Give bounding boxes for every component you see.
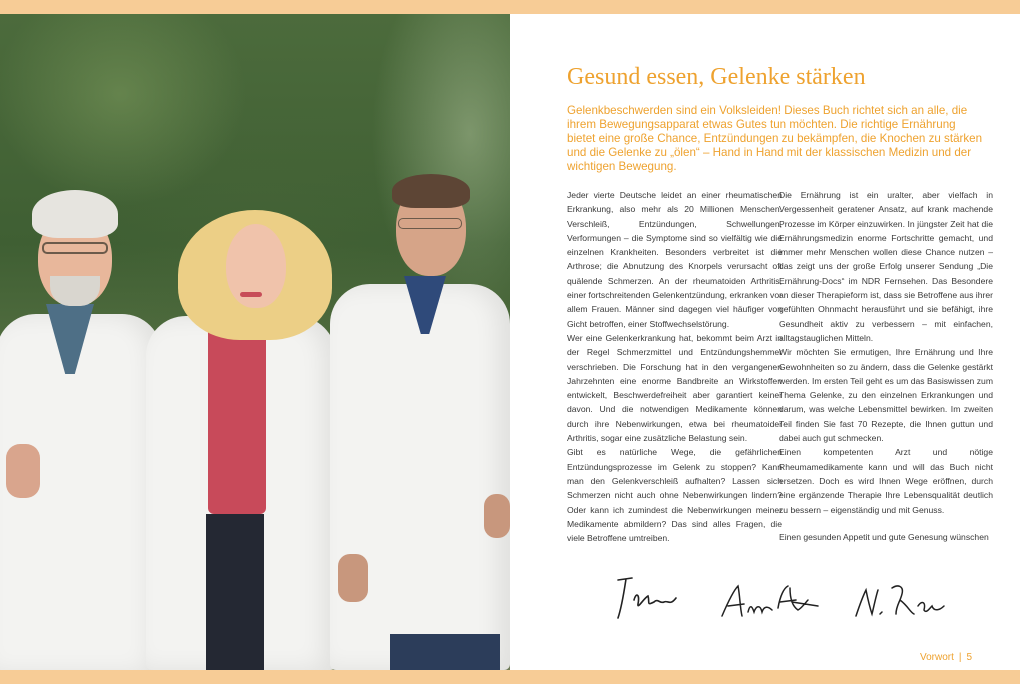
page-title: Gesund essen, Gelenke stärken xyxy=(567,64,866,90)
closing-line: Einen gesunden Appetit und gute Genesung wünschen xyxy=(779,531,989,542)
page-number: 5 xyxy=(966,652,973,663)
footer-separator: | xyxy=(958,652,962,663)
body-column-right xyxy=(779,188,993,544)
signature-2 xyxy=(718,572,822,628)
text-page xyxy=(510,14,1020,670)
body-paragraph: Wir möchten Sie ermutigen, Ihre Ernährung und Ihre Gewohnheiten so zu ändern, dass die Gelenke gestärkt werden. Im ersten Teil geht es um das Basiswissen zum Thema Gelenke, zu den einzelnen Erkrankungen und darum, was welche Lebensmittel bewirken. Im zweiten Teil finden Sie fast 70 Rezepte, die Ihnen guttun und dabei auch gut schmecken. xyxy=(779,347,993,444)
bottom-color-band xyxy=(0,670,1020,684)
body-paragraph: Wer eine Gelenkerkrankung hat, bekommt beim Arzt in der Regel Schmerzmittel und Entzündungshemmer verschrieben. Die Forschung hat in den vergangenen Jahrzehnten eine enorme Bandbreite an Wirkstoffen entwickelt, Beschwerdefreiheit aber garantiert keiner davon. Und die notwendigen Medikamente können durch ihre Nebenwirkungen, etwa bei rheumatoider Arthritis, sogar eine zusätzliche Belastung sein. xyxy=(567,332,782,444)
top-color-band xyxy=(0,0,1020,14)
doctors-photo xyxy=(0,14,510,670)
body-paragraph: Jeder vierte Deutsche leidet an einer rheumatischen Erkrankung, also mehr als 20 Millionen Menschen. Verschleiß, Entzündungen, Schwellungen, Verformungen – die Symptome sind so vielfältig wie die einzelnen Krankheiten. Besonders verbreitet ist die Arthrose; die Abnutzung des Knorpels verursacht oft quälende Schmerzen. An der rheumatoiden Arthritis, einer fortschreitenden Gelenkentzündung, erkranken vor allem Frauen. Männer sind dagegen viel häufiger von Gicht betroffen, einer Stoffwechselstörung. xyxy=(567,190,782,329)
body-paragraph: Gibt es natürliche Wege, die gefährlichen Entzündungsprozesse im Gelenk zu stoppen? Kann man den Gelenkverschleiß aufhalten? Lassen sich Schmerzen nicht auch ohne Nebenwirkungen lindern? Oder kann ich zumindest die Nebenwirkungen meiner Medikamente abmildern? Das sind alles Fragen, die viele Betroffene umtreiben. xyxy=(567,447,782,544)
signature-3 xyxy=(852,572,948,628)
signature-1 xyxy=(610,572,690,628)
page-footer xyxy=(920,652,972,663)
body-paragraph: Die Ernährung ist ein uralter, aber vielfach in Vergessenheit geratener Ansatz, auf krank machende Prozesse im Körper einzuwirken. In jüngster Zeit hat die Ernährungsmedizin enorme Fortschritte gemacht, und immer mehr Menschen wollen diese Chance nutzen – das zeigt uns der große Erfolg unserer Sendung „Die Ernährung-Docs“ im NDR Fernsehen. Das Besondere an dieser Therapieform ist, dass sie Betroffene aus ihrer gefühlten Ohnmacht herausführt und sie befähigt, ihre Gesundheit aktiv zu verbessern – mit einfachen, alltagstauglichen Mitteln. xyxy=(779,190,993,343)
footer-section: Vorwort xyxy=(920,652,954,663)
body-column-left xyxy=(567,188,782,545)
body-paragraph: Einen kompetenten Arzt und nötige Rheumamedikamente kann und will das Buch nicht ersetzen. Doch es wird Ihnen Wege eröffnen, durch eine ergänzende Therapie Ihre Lebensqualität deutlich zu bessern – eigenständig und mit Genuss. xyxy=(779,447,993,515)
intro-text: Gelenkbeschwerden sind ein Volksleiden! Dieses Buch richtet sich an alle, die ihrem Bewegungsapparat etwas Gutes tun möchten. Die richtige Ernährung bietet eine große Chance, Entzündungen zu bekämpfen, die Knochen zu stärken und die Gelenke zu „ölen“ – Hand in Hand mit der klassischen Medizin und der wichtigen Bewegung. xyxy=(567,104,983,173)
